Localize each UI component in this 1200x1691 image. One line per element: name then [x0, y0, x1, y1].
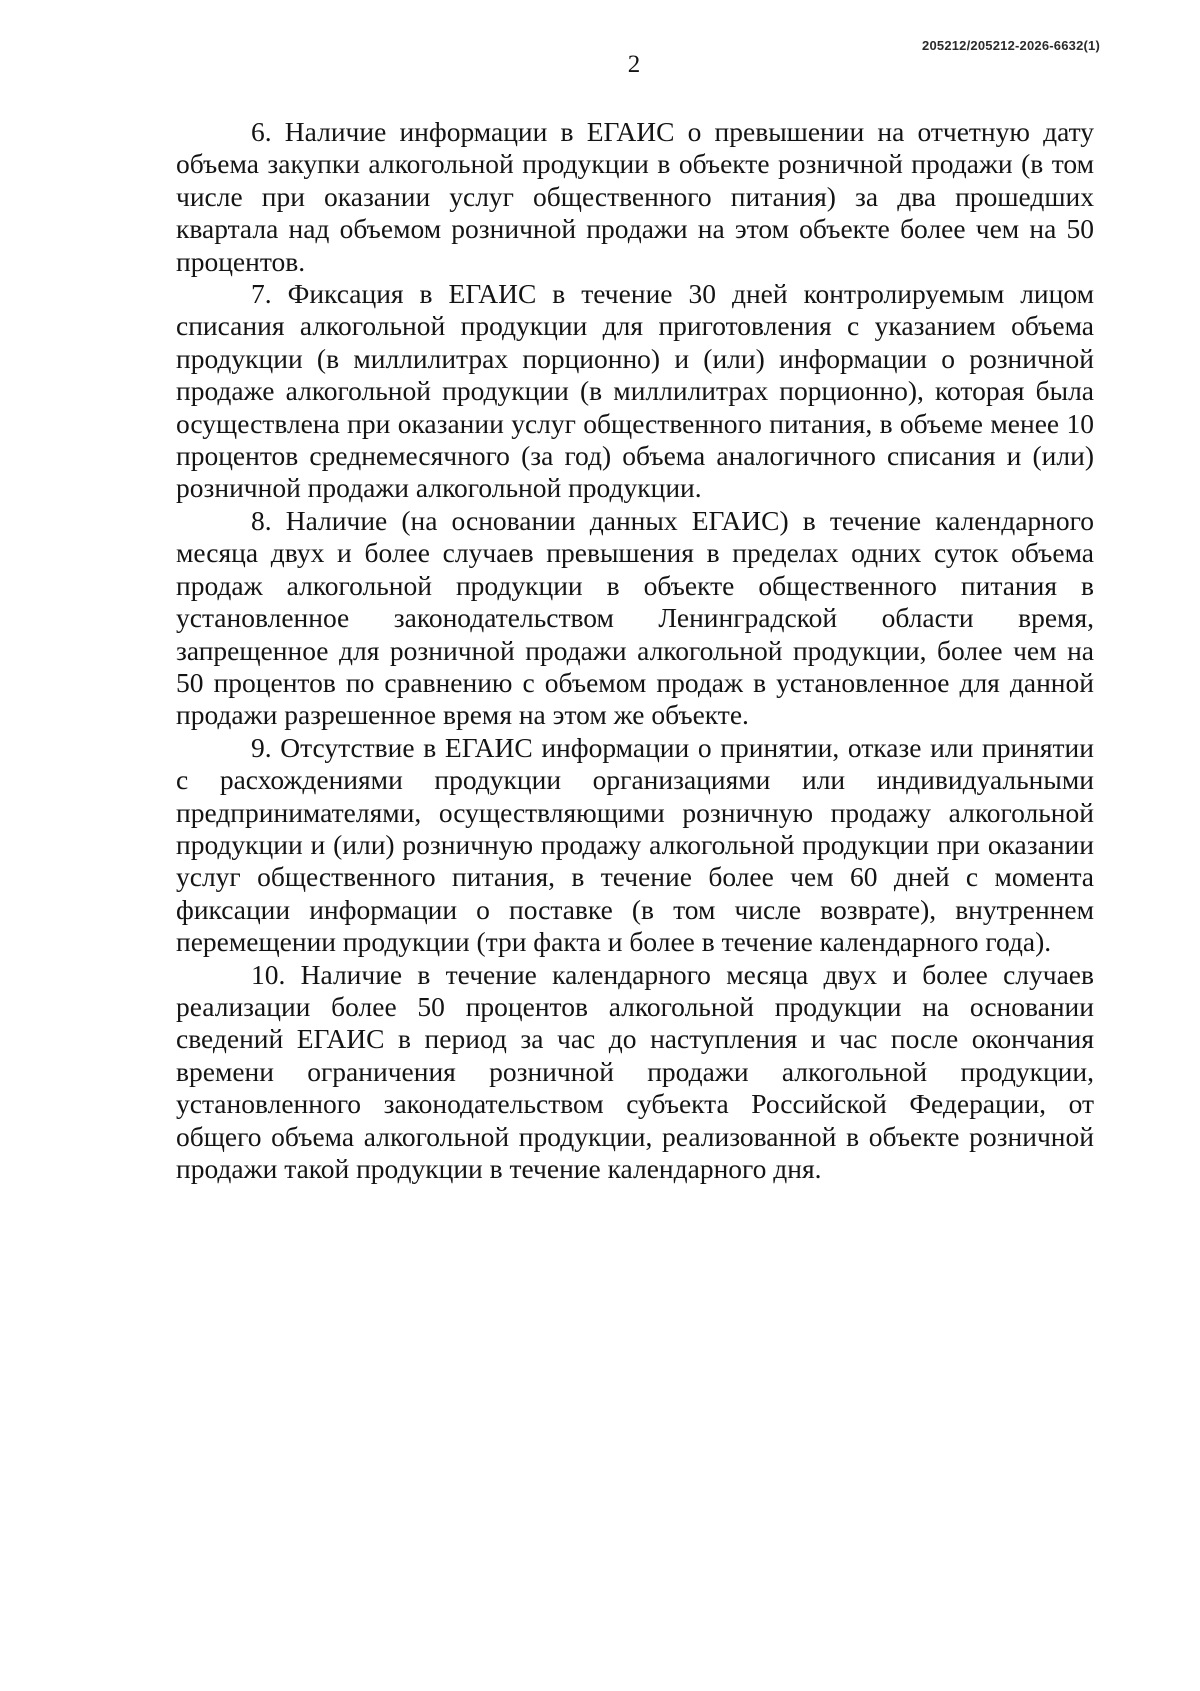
document-registration-number: 205212/205212-2026-6632(1) [922, 38, 1100, 53]
page-number: 2 [627, 51, 641, 78]
paragraph-6: 6. Наличие информации в ЕГАИС о превышении на отчетную дату объема закупки алкогольной продукции в объекте розничной продажи (в том числе при оказании услуг общественного питания) за два прошедших квартала над объемом розничной продажи на этом объекте более чем на 50 процентов. [176, 116, 1094, 277]
document-body [176, 116, 1094, 1185]
paragraph-7: 7. Фиксация в ЕГАИС в течение 30 дней контролируемым лицом списания алкогольной продукции для приготовления с указанием объема продукции (в миллилитрах порционно) и (или) информации о розничной продаже алкогольной продукции (в миллилитрах порционно), которая была осуществлена при оказании услуг общественного питания, в объеме менее 10 процентов среднемесячного (за год) объема аналогичного списания и (или) розничной продажи алкогольной продукции. [176, 278, 1094, 504]
paragraph-10: 10. Наличие в течение календарного месяца двух и более случаев реализации более 50 процентов алкогольной продукции на основании сведений ЕГАИС в период за час до наступления и час после окончания времени ограничения розничной продажи алкогольной продукции, установленного законодательством субъекта Российской Федерации, от общего объема алкогольной продукции, реализованной в объекте розничной продажи такой продукции в течение календарного дня. [176, 958, 1094, 1184]
paragraph-9: 9. Отсутствие в ЕГАИС информации о принятии, отказе или принятии с расхождениями продукции организациями или индивидуальными предпринимателями, осуществляющими розничную продажу алкогольной продукции и (или) розничную продажу алкогольной продукции при оказании услуг общественного питания, в течение более чем 60 дней с момента фиксации информации о поставке (в том числе возврате), внутреннем перемещении продукции (три факта и более в течение календарного года). [176, 731, 1094, 958]
paragraph-8: 8. Наличие (на основании данных ЕГАИС) в течение календарного месяца двух и более случаев превышения в пределах одних суток объема продаж алкогольной продукции в объекте общественного питания в установленное законодательством Ленинградской области время, запрещенное для розничной продажи алкогольной продукции, более чем на 50 процентов по сравнению с объемом продаж в установленное для данной продажи разрешенное время на этом же объекте. [176, 504, 1094, 731]
